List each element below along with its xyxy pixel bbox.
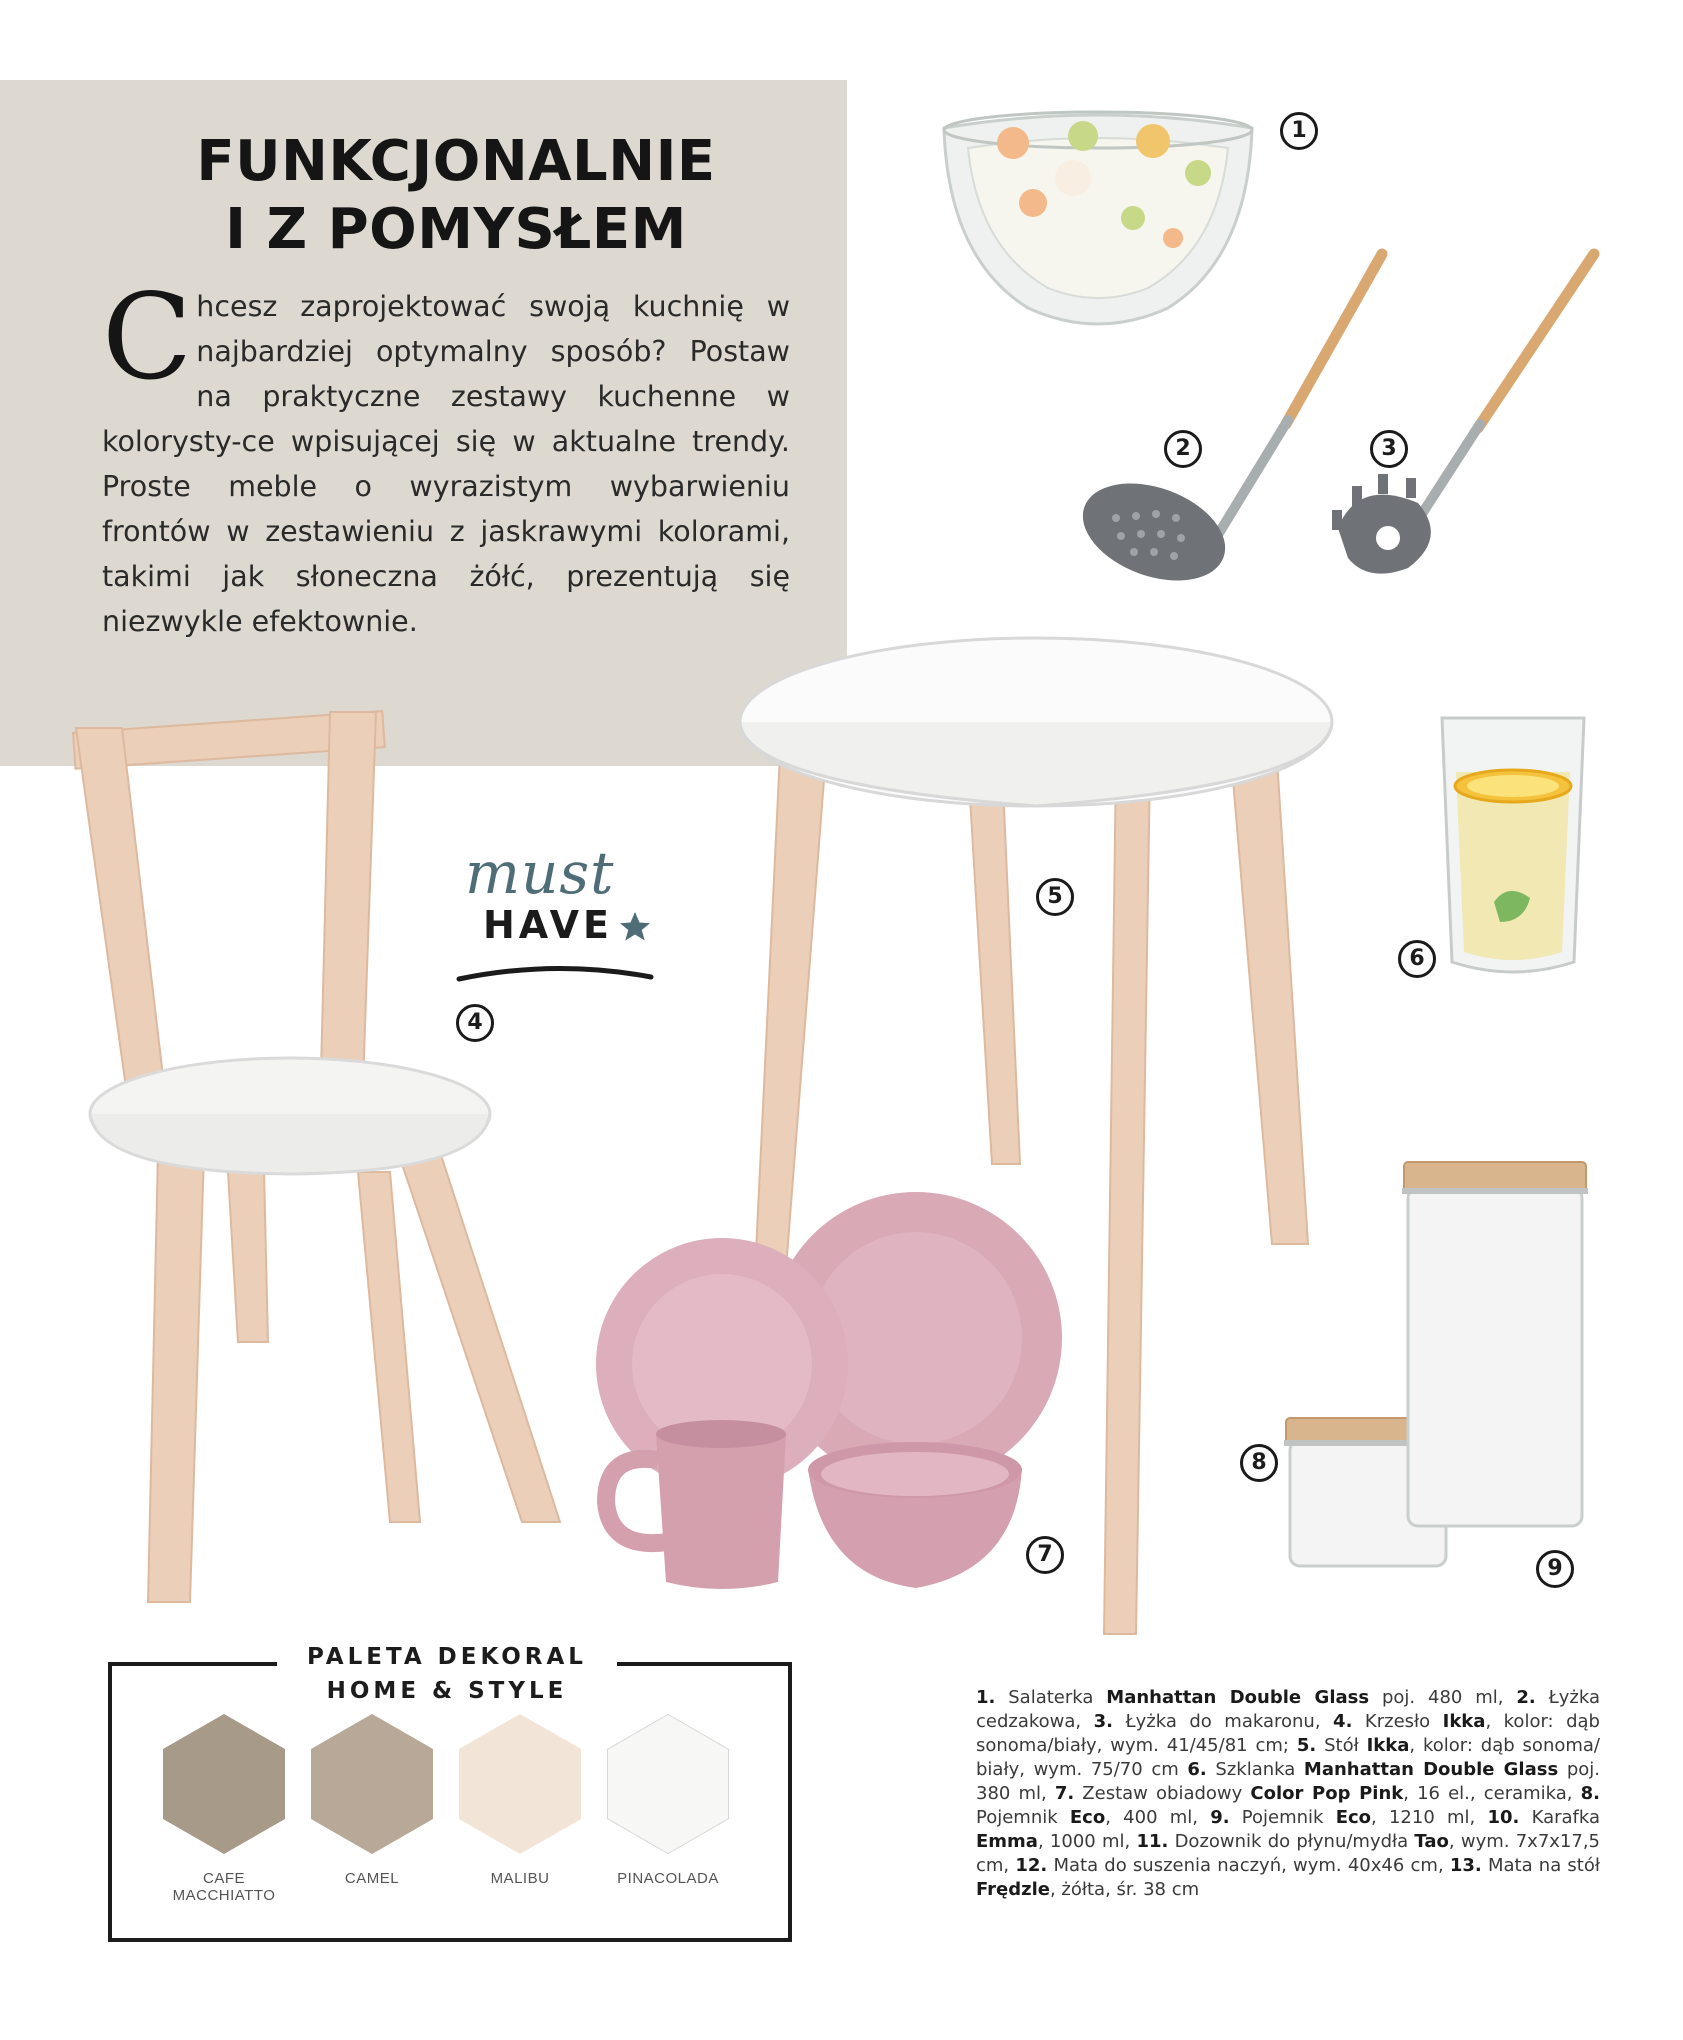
marker-3: 3 xyxy=(1370,430,1408,468)
star-icon xyxy=(617,909,653,945)
swatch-cafe-macchiatto xyxy=(162,1714,286,1904)
title-line-1: FUNKCJONALNIE xyxy=(196,129,716,194)
marker-2: 2 xyxy=(1164,430,1202,468)
dropcap: C xyxy=(102,268,193,406)
title-line-2: I Z POMYSŁEM xyxy=(225,197,687,262)
swatch-label: MALIBU xyxy=(490,1870,550,1887)
swoosh-underline xyxy=(455,957,655,987)
palette-title-line-1: PALETA DEKORAL xyxy=(307,1644,587,1670)
marker-1: 1 xyxy=(1280,112,1318,150)
swatch-malibu xyxy=(458,1714,582,1887)
must-have-text: HAVE xyxy=(483,903,613,947)
swatch-label: PINACOLADA xyxy=(617,1870,719,1887)
chair-image xyxy=(68,702,568,1602)
marker-8: 8 xyxy=(1240,1444,1278,1482)
product-credits: 1. Salaterka Manhattan Double Glass poj. 480 ml, 2. Łyżka cedzakowa, 3. Łyżka do makaronu, 4. Krzesło Ikka, kolor: dąb sonoma/biały, wym. 41/45/81 cm; 5. Stół Ikka, kolor: dąb sonoma/ biały, wym. 75/70 cm 6. Szklanka Manhattan Double Glass poj. 380 ml, 7. Zestaw obiadowy Color Pop Pink, 16 el., ceramika, 8. Pojemnik Eco, 400 ml, 9. Pojemnik Eco, 1210 ml, 10. Karafka Emma, 1000 ml, 11. Dozownik do płynu/mydła Tao, wym. 7x7x17,5 cm, 12. Mata do suszenia naczyń, wym. 40x46 cm, 13. Mata na stół Frędzle, żółta, śr. 38 cm xyxy=(976,1687,1601,1900)
marker-4: 4 xyxy=(456,1004,494,1042)
swatch-label: CAFE MACCHIATTO xyxy=(172,1870,276,1904)
swatch-label: CAMEL xyxy=(344,1870,400,1887)
page-title xyxy=(0,128,912,264)
must-have-badge xyxy=(455,839,665,985)
marker-5: 5 xyxy=(1036,878,1074,916)
swatch-hex xyxy=(163,1714,285,1854)
swatch-pinacolada xyxy=(606,1714,730,1887)
swatch-camel xyxy=(310,1714,434,1887)
swatch-hex xyxy=(607,1714,729,1854)
double-glass-image xyxy=(1438,712,1588,982)
swatch-hex xyxy=(311,1714,433,1854)
intro-paragraph xyxy=(102,268,790,644)
pink-dinnerware-image xyxy=(586,1190,1066,1596)
palette-title-line-2: HOME & STYLE xyxy=(326,1678,568,1704)
must-have-script: must xyxy=(465,839,615,907)
tall-jar-image xyxy=(1402,1158,1588,1530)
palette-title xyxy=(277,1640,617,1708)
swatch-hex xyxy=(459,1714,581,1854)
pasta-spoon-image xyxy=(1318,248,1604,584)
marker-7: 7 xyxy=(1026,1536,1064,1574)
intro-text: hcesz zaprojektować swoją kuchnię w najbardziej optymalny sposób? Postaw na praktyczne zestawy kuchenne w kolorysty-ce wpisującej się w aktualne trendy. Proste meble o wyrazistym wybarwieniu frontów w zestawieniu z jaskrawymi kolorami, takimi jak słoneczna żółć, prezentują się niezwykle efektownie. xyxy=(102,290,790,638)
marker-6: 6 xyxy=(1398,940,1436,978)
marker-9: 9 xyxy=(1536,1550,1574,1588)
